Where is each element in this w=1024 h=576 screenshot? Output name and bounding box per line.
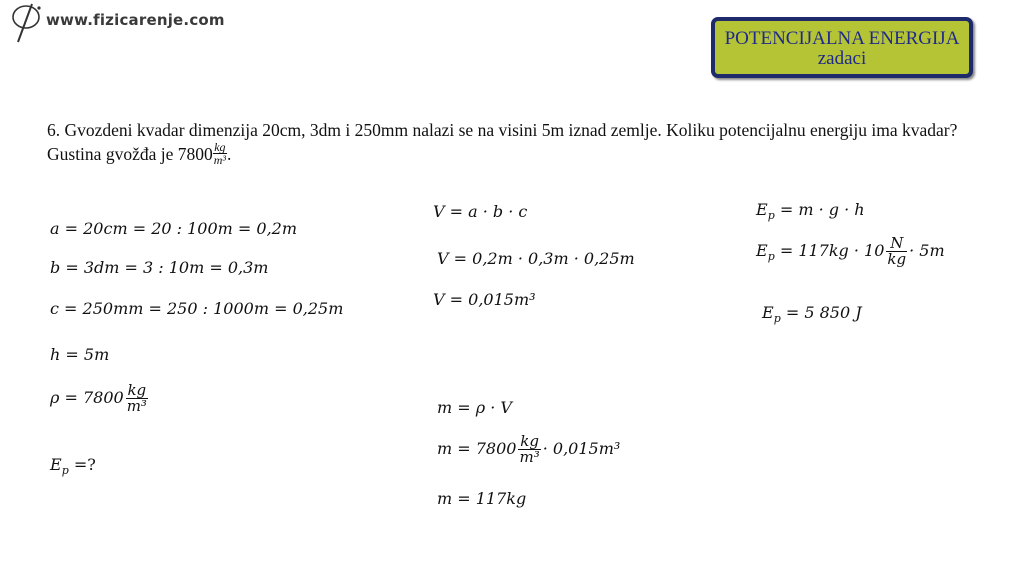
given-c: c = 250mm = 250 : 1000m = 0,25m — [50, 299, 344, 318]
given-b: b = 3dm = 3 : 10m = 0,3m — [50, 258, 269, 277]
task-density-unit: $\frac{kg}{\text{m³}}$ — [213, 140, 226, 168]
task-text: 6. Gvozdeni kvadar dimenzija 20cm, 3dm i 250mm nalazi se na visini 5m iznad zemlje. Koliku potencijalnu energiju ima kvadar? Gustina gvožđa je 7800 $\frac{kg}{\text{m³}}$ . — [47, 120, 958, 168]
mass-formula: m = ρ · V — [437, 398, 512, 417]
site-logo-icon — [6, 2, 46, 44]
energy-substitution: $E_p = 117kg \cdot 10$ $\frac{N}{kg}$ · 5m — [756, 234, 945, 268]
given-rho: ρ = 7800 $\frac{kg}{\text{m³}}$ — [50, 381, 147, 415]
energy-formula: $E_p = m \cdot g \cdot h$ — [756, 200, 865, 223]
volume-formula: V = a · b · c — [433, 202, 528, 221]
given-a: a = 20cm = 20 : 100m = 0,2m — [50, 219, 298, 238]
mass-result: m = 117kg — [437, 489, 527, 508]
given-ep: $E_p$ =? — [50, 455, 96, 478]
task-statement: 6. Gvozdeni kvadar dimenzija 20cm, 3dm i 250mm nalazi se na visini 5m iznad zemlje. Koliku potencijalnu energiju ima kvadar? Gustina gvožđa je 7800 — [47, 120, 958, 164]
volume-result: V = 0,015m³ — [433, 290, 536, 309]
energy-result: $E_p = 5$ 850 J — [762, 303, 862, 326]
site-url[interactable]: www.fizicarenje.com — [46, 11, 225, 29]
volume-substitution: V = 0,2m · 0,3m · 0,25m — [437, 249, 635, 268]
given-h: h = 5m — [50, 345, 110, 364]
title-main: POTENCIJALNA ENERGIJA — [724, 28, 960, 49]
title-sub: zadaci — [817, 48, 867, 69]
title-box — [711, 17, 973, 78]
mass-substitution: m = 7800 $\frac{kg}{\text{m³}}$ · 0,015m³ — [437, 432, 621, 466]
